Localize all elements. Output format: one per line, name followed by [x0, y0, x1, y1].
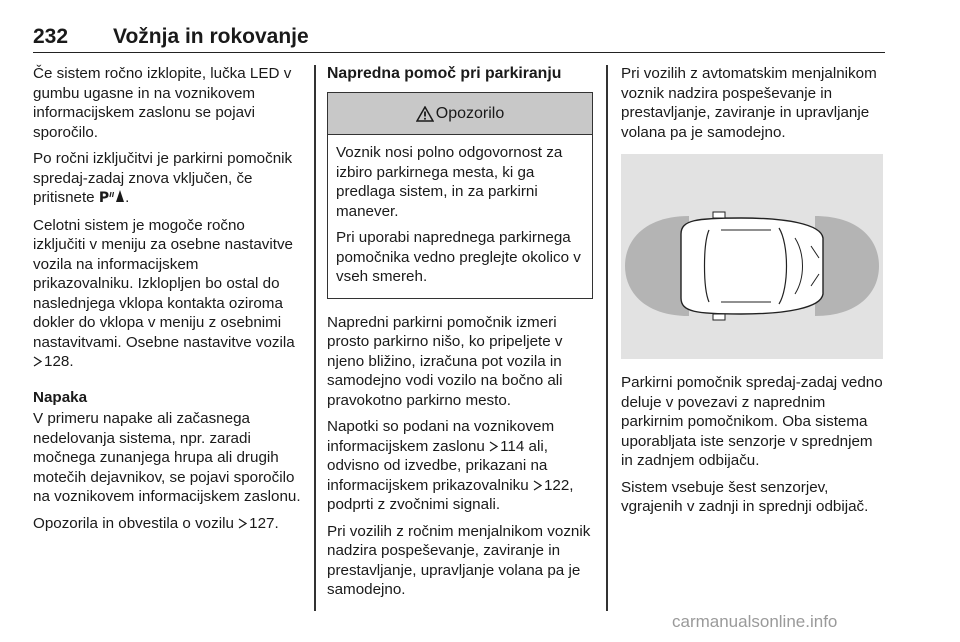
page-reference-link[interactable]: 127: [249, 514, 275, 532]
page-reference-link[interactable]: 122: [543, 476, 570, 494]
parking-assist-icon: [99, 190, 125, 206]
paragraph-text: Opozorila in obvestila o vozilu: [33, 514, 239, 532]
paragraph: Pri vozilih z ročnim menjalnikom voznik nadzira pospeševanje, zaviranje in prestavljanje, upravljanje volana pa je samodejno.: [327, 522, 591, 598]
chapter-title: Vožnja in rokovanje: [113, 25, 309, 48]
warning-text: Voznik nosi polno odgovornost za izbiro parkirnega mesta, ki ga predlaga sistem, in za parkirni manever.: [336, 144, 563, 220]
page-header: [33, 22, 885, 53]
paragraph: Parkirni pomočnik spredaj-zadaj vedno deluje v povezavi z naprednim parkirnim pomočnikom. Oba sistema uporabljata iste senzorje v sprednjem in zadnjem odbijaču.: [621, 374, 883, 469]
column-middle: [327, 64, 593, 607]
paragraph-text: Celotni sistem je mogoče ročno izključiti v meniju za osebne nastavitve vozila na informacijskem prikazovalniku. Izklopljen bo ostal do naslednjega vklopa kontakta oziroma dokler do vklopa v meniju z osebnimi nastavitvami. Osebne nastavitve vozila: [33, 216, 295, 351]
section-title: Napredna pomoč pri parkiranju: [327, 65, 562, 82]
warning-text: Pri uporabi naprednega parkirnega pomočnika vedno preglejte okolico v vseh smereh.: [336, 229, 581, 285]
paragraph: V primeru napake ali začasnega nedelovanja sistema, npr. zaradi močnega zunanjega hrupa ali drugih motečih dejavnikov, se pojavi sporočilo na voznikovem informacijskem zaslonu.: [33, 410, 301, 505]
column-right: [621, 64, 887, 524]
page-reference-link[interactable]: 128: [44, 353, 70, 370]
paragraph: Če sistem ročno izklopite, lučka LED v gumbu ugasne in na voznikovem informacijskem zaslonu se pojavi sporočilo.: [33, 65, 292, 141]
warning-title: Opozorilo: [435, 104, 505, 122]
paragraph: [327, 417, 593, 515]
paragraph-text: ali, odvisno od izvedbe, prikazani na informacijskem prikazovalniku: [327, 437, 548, 494]
paragraph-text: .: [274, 514, 279, 532]
warning-header: [328, 93, 592, 135]
watermark: carmanualsonline.info: [672, 612, 838, 631]
page-number: 232: [33, 25, 69, 48]
column-divider: [606, 65, 608, 611]
paragraph: [33, 149, 301, 209]
paragraph-text: Napotki so podani na voznikovem informacijskem zaslonu: [327, 418, 555, 455]
subheading-napaka: Napaka: [33, 388, 88, 406]
page-reference-icon: [533, 480, 542, 491]
car-sensor-diagram-icon: [621, 154, 883, 359]
page-reference-link[interactable]: 114: [500, 437, 525, 455]
paragraph-text: , podprti z zvočnimi signali.: [327, 476, 574, 513]
column-divider: [314, 65, 316, 611]
warning-triangle-icon: [416, 106, 434, 122]
page-reference-icon: [489, 441, 498, 452]
warning-body: [328, 135, 592, 298]
column-left: [33, 64, 301, 540]
page-reference-icon: [33, 356, 42, 367]
parking-assist-letter: P: [98, 190, 110, 206]
paragraph: Pri vozilih z avtomatskim menjalnikom voznik nadzira pospeševanje in prestavljanje, zaviranje in upravljanje volana pa je samodejno.: [621, 65, 877, 141]
paragraph-text: .: [69, 353, 74, 370]
paragraph: [33, 514, 301, 534]
paragraph: [33, 216, 301, 372]
page-reference-icon: [238, 518, 247, 529]
paragraph-text: .: [125, 189, 130, 206]
paragraph: Sistem vsebuje šest senzorjev, vgrajenih v zadnji in sprednji odbijač.: [621, 478, 869, 515]
parking-sensor-illustration: [621, 154, 883, 359]
warning-box: [327, 92, 593, 299]
paragraph-text: Po ročni izključitvi je parkirni pomočnik spredaj-zadaj znova vključen, če pritisnete: [33, 150, 293, 206]
paragraph: Napredni parkirni pomočnik izmeri prosto parkirno nišo, ko pripeljete v njeno bližino, izračuna pot vozila in samodejno vodi vozilo na bočno ali pravokotno parkirno mesto.: [327, 313, 563, 409]
